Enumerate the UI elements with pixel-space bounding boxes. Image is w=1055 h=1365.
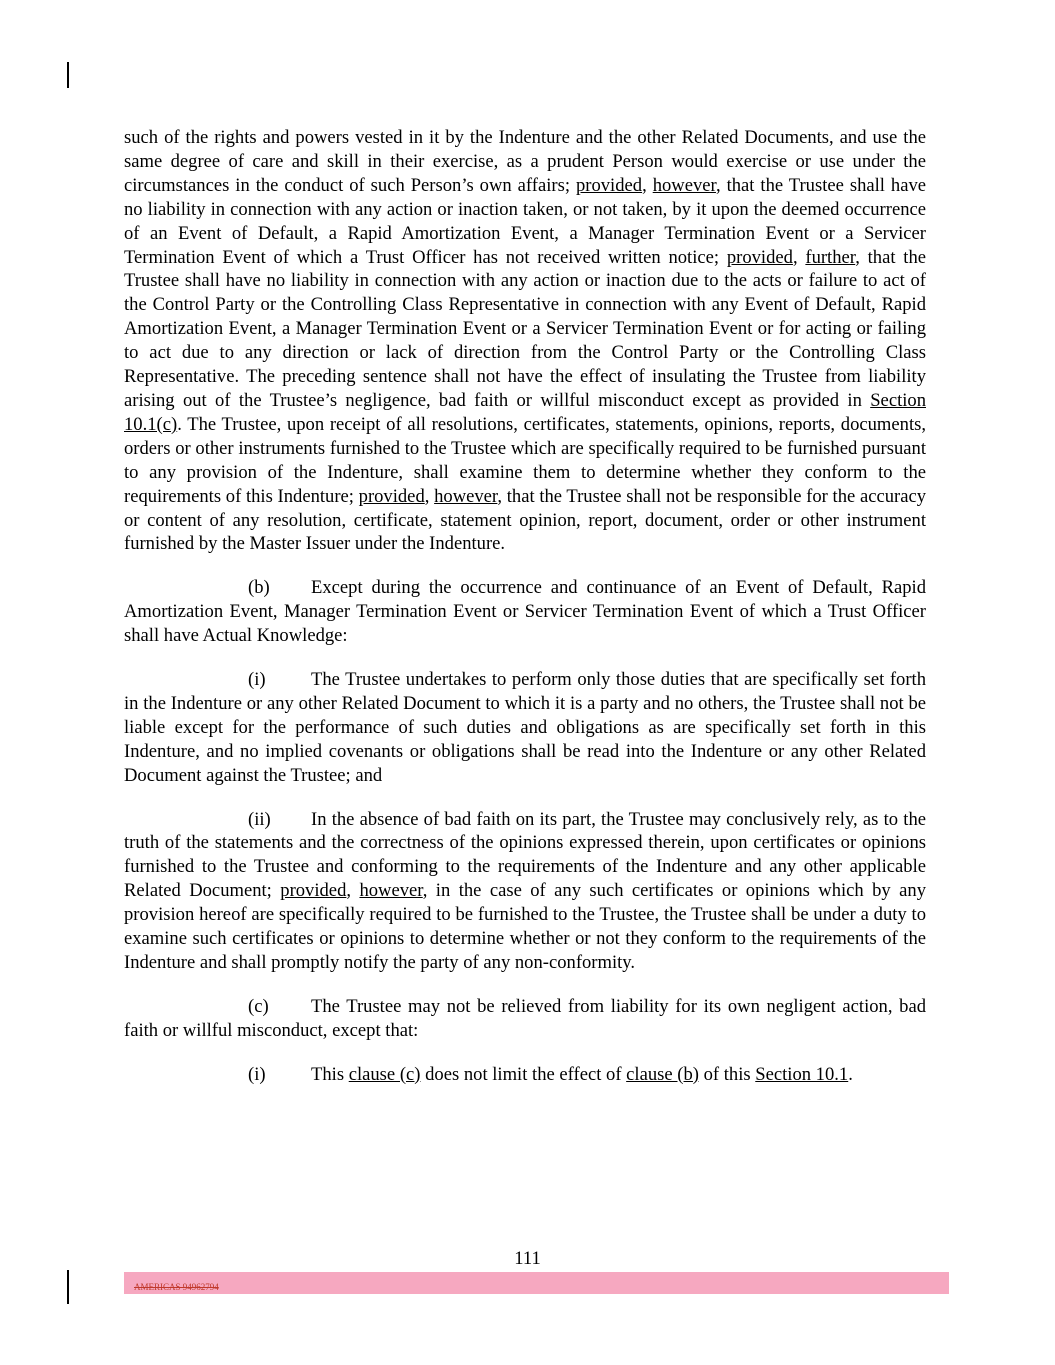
revision-bar-bottom bbox=[67, 1270, 69, 1304]
paragraph-b-label: (b) bbox=[248, 577, 270, 599]
paragraph-b-ii-label: (ii) bbox=[248, 808, 271, 830]
revision-bar-top bbox=[67, 62, 69, 88]
paragraph-c-i-label: (i) bbox=[248, 1063, 266, 1085]
paragraph-continuation: such of the rights and powers vested in it by the Indenture and the other Related Documents, and use the same degree of care and skill in their exercise, as a prudent Person would exercise or use under the circumstances in the conduct of such Person’s own affairs; provided, however, that the Trustee shall have no liability in connection with any action or inaction taken, or not taken, by it upon the deemed occurrence of an Event of Default, a Rapid Amortization Event, a Manager Termination Event or a Servicer Termination Event of which a Trust Officer has not received written notice; provided, further, that the Trustee shall have no liability in connection with any action or inaction due to the acts or failure to act of the Control Party or the Controlling Class Representative in connection with any Event of Default, Rapid Amortization Event, a Manager Termination Event or a Servicer Termination Event or for acting or failing to act due to any direction or lack of direction from the Control Party or the Controlling Class Representative. The preceding sentence shall not have the effect of insulating the Trustee from liability arising out of the Trustee’s negligence, bad faith or willful misconduct except as provided in Section 10.1(c). The Trustee, upon receipt of all resolutions, certificates, statements, opinions, reports, documents, orders or other instruments furnished to the Trustee which are specifically required to be furnished pursuant to any provision of the Indenture, shall examine them to determine whether they conform to the requirements of this Indenture; provided, however, that the Trustee shall not be responsible for the accuracy or content of any resolution, certificate, statement opinion, report, document, order or other instrument furnished by the Master Issuer under the Indenture. bbox=[124, 127, 927, 555]
document-id: AMERICAS 94962794 bbox=[134, 1282, 219, 1292]
paragraph-c-label: (c) bbox=[248, 995, 269, 1017]
paragraph-b-ii: (ii) In the absence of bad faith on its part, the Trustee may conclusively rely, as to the truth of the statements and the correctness of the opinions expressed therein, upon certificates or opinions furnished to the Trustee and conforming to the requirements of the Indenture and any other applicable Related Document; provided, however, in the case of any such certificates or opinions which by any provision hereof are specifically required to be furnished to the Trustee, the Trustee shall be under a duty to examine such certificates or opinions to determine whether or not they conform to the requirements of the Indenture and shall promptly notify the party of any non-conformity. bbox=[124, 808, 926, 973]
paragraph-b-i: (i) The Trustee undertakes to perform only those duties that are specifically set forth in the Indenture or any other Related Document to which it is a party and no others, the Trustee shall not be liable except for the performance of such duties and obligations as are specifically set forth in this Indenture, and no implied covenants or obligations shall be read into the Indenture or any other Related Document against the Trustee; and bbox=[124, 669, 926, 786]
clause-b-reference: clause (b) bbox=[626, 1063, 699, 1085]
document-body bbox=[124, 126, 926, 1107]
paragraph-b-i-label: (i) bbox=[248, 669, 266, 691]
paragraph-c-i: (i) This clause (c) does not limit the effect of clause (b) of this Section 10.1. bbox=[248, 1063, 853, 1085]
paragraph-c: (c) The Trustee may not be relieved from liability for its own negligent action, bad faith or willful misconduct, except that: bbox=[124, 995, 926, 1041]
page-number: 111 bbox=[514, 1248, 541, 1269]
footer-band bbox=[124, 1272, 949, 1294]
paragraph-b: (b) Except during the occurrence and continuance of an Event of Default, Rapid Amortization Event, Manager Termination Event or Servicer Termination Event of which a Trust Officer shall have Actual Knowledge: bbox=[124, 577, 926, 647]
clause-c-reference: clause (c) bbox=[348, 1063, 421, 1085]
section-10-1-reference: Section 10.1 bbox=[755, 1063, 849, 1085]
